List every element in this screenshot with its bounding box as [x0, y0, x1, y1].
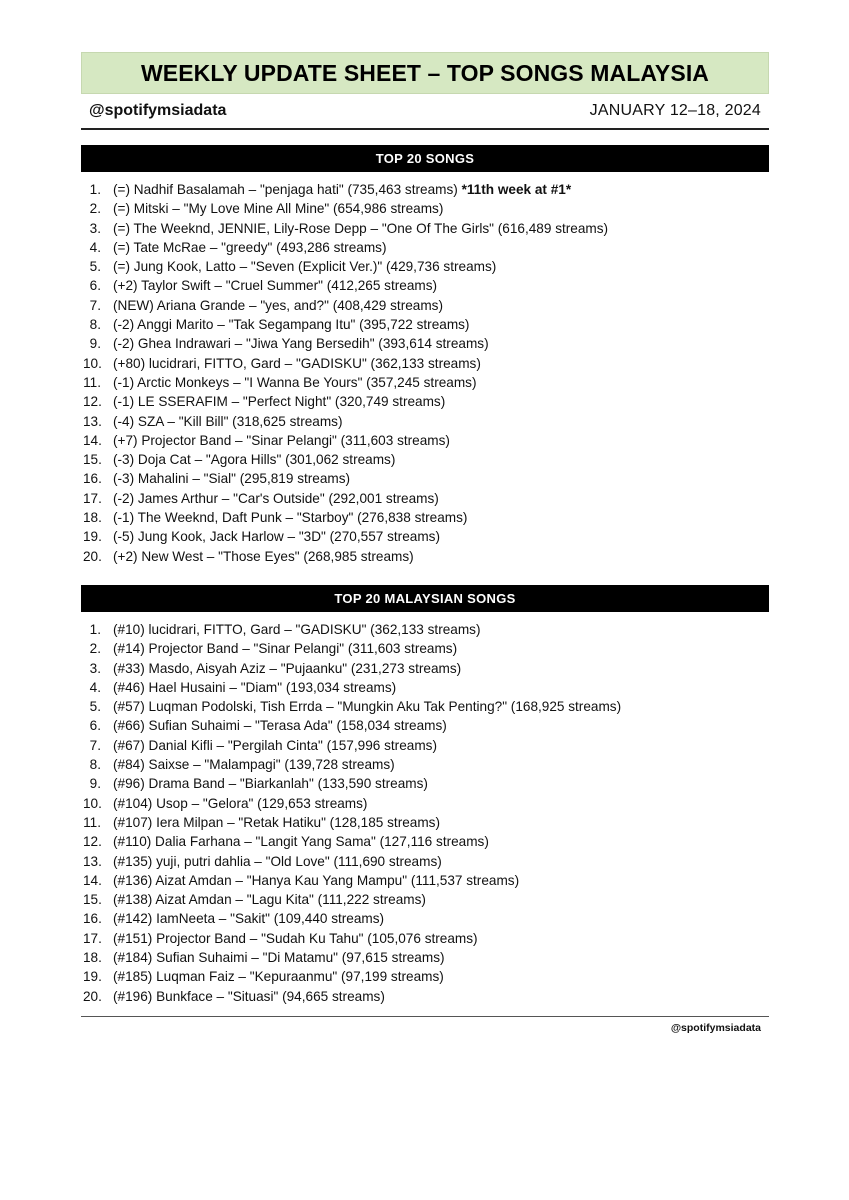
rank-number: 1. — [89, 182, 101, 197]
list-item — [81, 238, 769, 257]
rank-number: 2. — [89, 641, 101, 657]
song-entry: (-2) James Arthur – "Car's Outside" (292,001 streams) — [113, 490, 439, 506]
rank-number: 5. — [89, 259, 101, 275]
malaysian-songs-heading: TOP 20 MALAYSIAN SONGS — [334, 590, 516, 606]
list-item — [81, 890, 769, 909]
rank-number: 8. — [89, 317, 101, 333]
song-entry: (=) The Weeknd, JENNIE, Lily-Rose Depp – "One Of The Girls" (616,489 streams) — [113, 220, 609, 236]
list-item — [81, 794, 769, 813]
rank-number: 4. — [89, 239, 101, 255]
rank-number: 6. — [89, 278, 101, 294]
malaysian-songs-heading-bar — [81, 585, 769, 612]
song-entry: (+2) Taylor Swift – "Cruel Summer" (412,265 streams) — [113, 278, 438, 294]
list-item — [81, 871, 769, 890]
rank-number: 11. — [83, 374, 101, 390]
song-entry: (-1) Arctic Monkeys – "I Wanna Be Yours" (357,245 streams) — [113, 374, 477, 390]
song-entry: (#107) Iera Milpan – "Retak Hatiku" (128,185 streams) — [113, 814, 440, 830]
song-entry: (#184) Sufian Suhaimi – "Di Matamu" (97,615 streams) — [113, 949, 445, 965]
list-item — [81, 431, 769, 450]
song-entry: (=) Mitski – "My Love Mine All Mine" (654,986 streams) — [113, 201, 444, 217]
rank-number: 20. — [83, 988, 102, 1004]
footer-divider — [81, 1016, 769, 1017]
list-item — [81, 199, 769, 218]
top-songs-heading-bar — [81, 145, 769, 172]
list-item — [81, 180, 769, 199]
song-entry: (#84) Saixse – "Malampagi" (139,728 streams) — [113, 757, 395, 773]
song-entry: (#135) yuji, putri dahlia – "Old Love" (111,690 streams) — [113, 853, 442, 869]
rank-number: 15. — [83, 892, 102, 908]
rank-number: 10. — [83, 355, 102, 371]
song-entry: (-5) Jung Kook, Jack Harlow – "3D" (270,557 streams) — [113, 529, 440, 545]
list-item — [81, 736, 769, 755]
list-item — [81, 334, 769, 353]
rank-number: 1. — [89, 621, 101, 637]
list-item — [81, 909, 769, 928]
song-entry: (#142) IamNeeta – "Sakit" (109,440 streams) — [113, 911, 385, 927]
song-entry: (#66) Sufian Suhaimi – "Terasa Ada" (158,034 streams) — [113, 718, 447, 734]
list-item — [81, 257, 769, 276]
song-entry: (-1) The Weeknd, Daft Punk – "Starboy" (276,838 streams) — [113, 510, 468, 526]
rank-number: 15. — [83, 452, 102, 468]
list-item — [81, 948, 769, 967]
list-item — [81, 967, 769, 986]
list-item — [81, 774, 769, 793]
list-item — [81, 508, 769, 527]
rank-number: 7. — [89, 297, 101, 313]
rank-number: 9. — [89, 336, 101, 352]
rank-number: 16. — [83, 911, 102, 927]
footer-handle: @spotifymsiadata — [670, 1022, 761, 1034]
song-entry: (#96) Drama Band – "Biarkanlah" (133,590 streams) — [113, 776, 428, 792]
song-entry: (#196) Bunkface – "Situasi" (94,665 streams) — [113, 988, 385, 1004]
song-entry: (#67) Danial Kifli – "Pergilah Cinta" (157,996 streams) — [113, 737, 437, 753]
song-entry: (-2) Anggi Marito – "Tak Segampang Itu" (395,722 streams) — [113, 317, 470, 333]
list-item — [81, 469, 769, 488]
list-item — [81, 489, 769, 508]
song-entry: (#185) Luqman Faiz – "Kepuraanmu" (97,199 streams) — [113, 969, 444, 985]
list-item — [81, 852, 769, 871]
song-entry: (=) Jung Kook, Latto – "Seven (Explicit Ver.)" (429,736 streams) — [113, 259, 497, 275]
rank-number: 18. — [83, 949, 102, 965]
rank-number: 12. — [83, 394, 102, 410]
list-item — [81, 392, 769, 411]
list-item — [81, 929, 769, 948]
rank-number: 19. — [83, 969, 102, 985]
list-item — [81, 412, 769, 431]
song-entry: (#14) Projector Band – "Sinar Pelangi" (311,603 streams) — [113, 641, 458, 657]
weeks-at-number-one-note: *11th week at #1* — [461, 182, 572, 197]
rank-number: 12. — [83, 834, 102, 850]
rank-number: 20. — [83, 548, 102, 564]
song-entry: (#46) Hael Husaini – "Diam" (193,034 streams) — [113, 679, 397, 695]
rank-number: 18. — [83, 510, 102, 526]
list-item — [81, 219, 769, 238]
rank-number: 11. — [83, 814, 101, 830]
song-entry: (#110) Dalia Farhana – "Langit Yang Sama" (127,116 streams) — [113, 834, 489, 850]
list-item — [81, 296, 769, 315]
song-entry: (-1) LE SSERAFIM – "Perfect Night" (320,749 streams) — [113, 394, 446, 410]
sheet-title: WEEKLY UPDATE SHEET – TOP SONGS MALAYSIA — [140, 59, 710, 86]
list-item — [81, 832, 769, 851]
list-item — [81, 755, 769, 774]
rank-number: 16. — [83, 471, 102, 487]
list-item — [81, 315, 769, 334]
song-entry: (-3) Mahalini – "Sial" (295,819 streams) — [113, 471, 351, 487]
rank-number: 5. — [89, 699, 101, 715]
song-entry: (#10) lucidrari, FITTO, Gard – "GADISKU" (362,133 streams) — [113, 621, 481, 637]
rank-number: 10. — [83, 795, 102, 811]
rank-number: 6. — [89, 718, 101, 734]
song-entry: (NEW) Ariana Grande – "yes, and?" (408,429 streams) — [113, 297, 444, 313]
rank-number: 4. — [89, 679, 101, 695]
rank-number: 3. — [89, 220, 101, 236]
rank-number: 19. — [83, 529, 102, 545]
song-entry: (#104) Usop – "Gelora" (129,653 streams) — [113, 795, 368, 811]
sheet-title-bar — [81, 52, 769, 94]
rank-number: 9. — [89, 776, 101, 792]
account-handle: @spotifymsiadata — [89, 102, 227, 119]
song-entry: (#33) Masdo, Aisyah Aziz – "Pujaanku" (231,273 streams) — [113, 660, 462, 676]
song-entry: (#136) Aizat Amdan – "Hanya Kau Yang Mampu" (111,537 streams) — [113, 872, 520, 888]
list-item — [81, 659, 769, 678]
rank-number: 3. — [89, 660, 101, 676]
list-item — [81, 697, 769, 716]
rank-number: 2. — [89, 201, 101, 217]
song-entry: (-3) Doja Cat – "Agora Hills" (301,062 streams) — [113, 452, 396, 468]
rank-number: 17. — [83, 930, 102, 946]
rank-number: 17. — [83, 490, 102, 506]
list-item — [81, 813, 769, 832]
list-item — [81, 354, 769, 373]
rank-number: 14. — [83, 872, 102, 888]
song-entry: (-4) SZA – "Kill Bill" (318,625 streams) — [113, 413, 343, 429]
list-item — [81, 716, 769, 735]
list-item — [81, 527, 769, 546]
list-item — [81, 547, 769, 566]
list-item — [81, 276, 769, 295]
song-entry: (#151) Projector Band – "Sudah Ku Tahu" (105,076 streams) — [113, 930, 478, 946]
song-entry: (-2) Ghea Indrawari – "Jiwa Yang Bersedih" (393,614 streams) — [113, 336, 489, 352]
list-item — [81, 987, 769, 1006]
list-item — [81, 620, 769, 639]
update-sheet — [81, 52, 769, 1006]
song-entry: (=) Tate McRae – "greedy" (493,286 streams) — [113, 239, 387, 255]
rank-number: 14. — [83, 432, 102, 448]
song-entry: (+2) New West – "Those Eyes" (268,985 streams) — [113, 548, 414, 564]
list-item — [81, 639, 769, 658]
song-entry: (=) Nadhif Basalamah – "penjaga hati" (735,463 streams) — [113, 182, 462, 197]
rank-number: 13. — [83, 853, 102, 869]
song-entry: (#57) Luqman Podolski, Tish Errda – "Mungkin Aku Tak Penting?" (168,925 streams) — [113, 699, 622, 715]
date-range: JANUARY 12–18, 2024 — [589, 102, 761, 119]
top-songs-list — [81, 180, 769, 566]
song-entry: (+7) Projector Band – "Sinar Pelangi" (311,603 streams) — [113, 432, 450, 448]
song-entry: (#138) Aizat Amdan – "Lagu Kita" (111,222 streams) — [113, 892, 426, 908]
song-entry: (+80) lucidrari, FITTO, Gard – "GADISKU" (362,133 streams) — [113, 355, 481, 371]
malaysian-songs-list — [81, 620, 769, 1006]
sheet-subheader — [81, 94, 769, 130]
list-item — [81, 373, 769, 392]
list-item — [81, 450, 769, 469]
rank-number: 7. — [89, 737, 101, 753]
rank-number: 8. — [89, 757, 101, 773]
list-item — [81, 678, 769, 697]
top-songs-heading: TOP 20 SONGS — [375, 151, 475, 166]
rank-number: 13. — [83, 413, 102, 429]
